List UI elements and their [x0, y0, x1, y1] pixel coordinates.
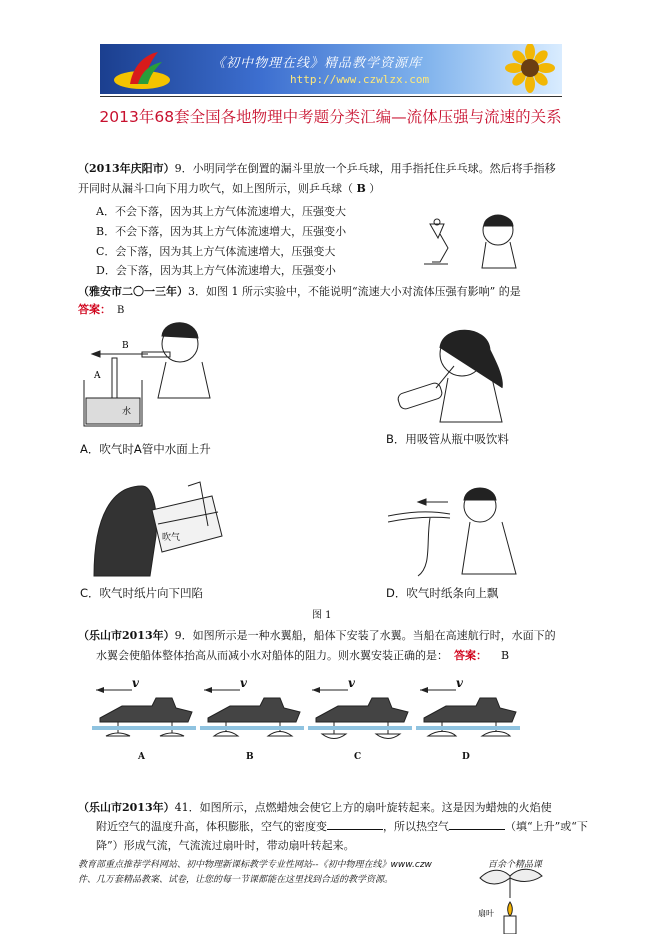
header-rule [100, 96, 562, 97]
q1-text1: 9．小明同学在倒置的漏斗里放一个乒乓球，用手指托住乒乓球。然后将手指移 [174, 162, 556, 175]
q1-text2: 开同时从漏斗口向下用力吹气，如上图所示，则乒乓球（ [78, 182, 357, 195]
q3-source: （乐山市2013年） [78, 629, 175, 642]
logo-icon [108, 48, 178, 92]
q3-boat-c [308, 678, 412, 768]
q4-blank-direction[interactable] [449, 818, 505, 830]
q4-text2a: 附近空气的温度升高，体积膨胀，空气的密度变 [96, 820, 327, 833]
q3-line2 [96, 647, 509, 664]
q2-figure-a [78, 318, 218, 436]
q2-text: 3．如图 1 所示实验中，不能说明“流速大小对流体压强有影响” 的是 [188, 285, 521, 298]
q1-option-c: C．会下落，因为其上方气体流速增大，压强变大 [96, 245, 336, 258]
q4-blank-density[interactable] [327, 818, 383, 830]
footer-line1-text: 教育部重点推荐学科网站、初中物理新课标教学专业性网站--《初中物理在线》www.czw [78, 860, 432, 870]
page-title: 2013年68套全国各地物理中考题分类汇编—流体压强与流速的关系 [99, 108, 562, 126]
q3-boat-b [200, 678, 304, 768]
q4-text1: 41．如图所示，点燃蜡烛会使它上方的扇叶旋转起来。这是因为蜡烛的火焰使 [174, 801, 552, 814]
q2-fig-label-b: B [122, 341, 129, 351]
header-banner [100, 44, 562, 94]
q2-figure-d [388, 482, 530, 578]
q1-answer: B [356, 182, 366, 195]
banner-title: 《初中物理在线》精品教学资源库 [212, 56, 423, 71]
q3-boat-label: C [354, 752, 362, 762]
q1-line2 [78, 180, 380, 197]
q4-line3: 降”）形成气流，气流流过扇叶时，带动扇叶转起来。 [96, 839, 355, 852]
q4-candle-figure [470, 858, 550, 934]
q2-caption-a: A．吹气时A管中水面上升 [80, 442, 211, 456]
q3-velocity-label: v [456, 676, 463, 690]
q2-caption-c: C．吹气时纸片向下凹陷 [80, 586, 204, 600]
q3-answer: B [501, 649, 510, 662]
q3-line1 [78, 627, 556, 644]
q2-line [78, 283, 521, 300]
q2-answer: B [117, 305, 125, 316]
q3-velocity-label: v [348, 676, 355, 690]
q2-figure-c [92, 476, 242, 580]
q3-boat-label: D [462, 752, 470, 762]
q1-option-d: D．会下落，因为其上方气体流速增大，压强变小 [96, 264, 336, 277]
q3-boat-d [416, 678, 520, 768]
sunflower-icon [498, 44, 562, 94]
q1-source: （2013年庆阳市） [78, 162, 175, 175]
footer-line2: 件、几万套精品教案、试卷，让您的每一节课都能在这里找到合适的教学资源。 [78, 875, 394, 885]
q3-velocity-label: v [240, 676, 247, 690]
q1-option-a: A．不会下落，因为其上方气体流速增大，压强变大 [96, 205, 346, 218]
q1-funnel-figure [418, 204, 528, 274]
q4-line1 [78, 799, 552, 816]
q2-fig-label-air: 吹气 [162, 533, 181, 543]
q3-velocity-label: v [132, 676, 139, 690]
q3-boat-label: B [246, 752, 254, 762]
q2-fig-label-water: 水 [122, 407, 132, 417]
q3-boat-a [92, 678, 196, 768]
q2-caption-b: B．用吸管从瓶中吸饮料 [386, 432, 509, 446]
q2-caption-d: D．吹气时纸条向上飘 [386, 586, 499, 600]
q4-text2c: （填“上升”或“下 [505, 820, 588, 833]
q2-fig-label-a: A [94, 371, 101, 381]
q2-figure-b [392, 322, 532, 430]
q3-text2: 水翼会使船体整体抬高从而减小水对船体的阻力。则水翼安装正确的是： [96, 649, 448, 662]
q1-line1 [78, 160, 556, 177]
q4-source: （乐山市2013年） [78, 801, 175, 814]
q3-text1: 9．如图所示是一种水翼船，船体下安装了水翼。当船在高速航行时，水面下的 [174, 629, 556, 642]
q3-answer-label: 答案： [454, 649, 487, 662]
q2-answer-line [78, 301, 124, 319]
q1-text2-end: ） [365, 182, 381, 195]
q2-source: （雅安市二〇一三年） [78, 285, 188, 298]
q2-figure-label: 图 1 [312, 610, 332, 621]
q1-option-b: B．不会下落，因为其上方气体流速增大，压强变小 [96, 225, 347, 238]
q4-text2b: ，所以热空气 [383, 820, 449, 833]
banner-url[interactable]: http://www.czwlzx.com [290, 73, 430, 86]
q2-answer-label: 答案： [78, 303, 111, 316]
q3-boat-label: A [138, 752, 145, 762]
q4-line2 [96, 818, 588, 835]
q4-fan-label: 扇叶 [478, 909, 494, 918]
footer-line1-end: 百余个精品课 [487, 860, 542, 870]
